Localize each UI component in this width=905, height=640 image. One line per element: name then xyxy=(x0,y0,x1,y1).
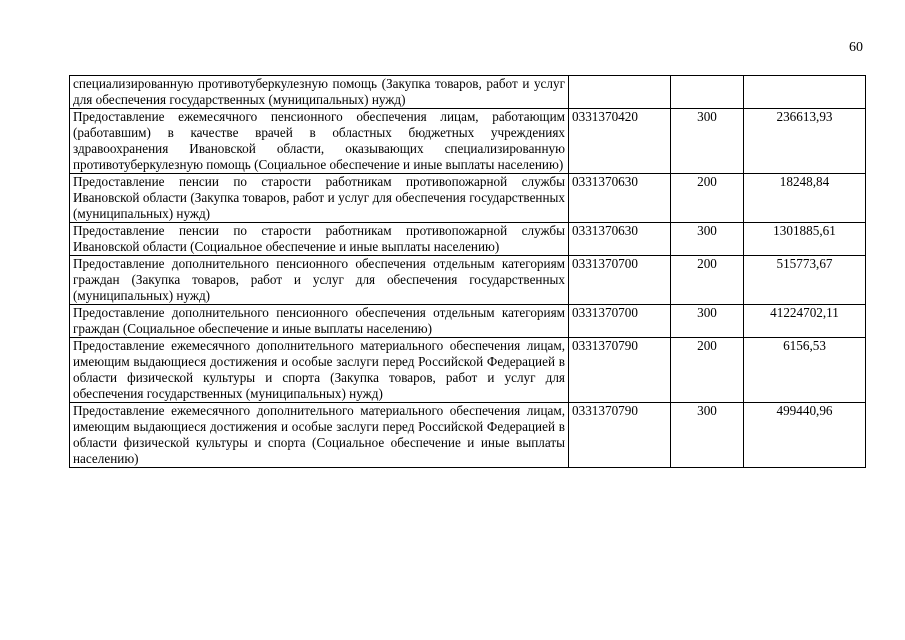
row-expense-type: 200 xyxy=(671,338,744,403)
row-description: Предоставление пенсии по старости работникам противопожарной службы Ивановской области (Социальное обеспечение и иные выплаты населению) xyxy=(70,223,569,256)
page-number: 60 xyxy=(849,40,863,55)
table-row xyxy=(70,403,866,468)
row-description: Предоставление дополнительного пенсионного обеспечения отдельным категориям граждан (Закупка товаров, работ и услуг для обеспечения государственных (муниципальных) нужд) xyxy=(70,256,569,305)
row-expense-type xyxy=(671,76,744,109)
row-description: специализированную противотуберкулезную помощь (Закупка товаров, работ и услуг для обеспечения государственных (муниципальных) нужд) xyxy=(70,76,569,109)
row-amount: 6156,53 xyxy=(744,338,866,403)
row-code: 0331370630 xyxy=(569,174,671,223)
row-expense-type: 300 xyxy=(671,403,744,468)
row-amount: 515773,67 xyxy=(744,256,866,305)
row-code: 0331370700 xyxy=(569,305,671,338)
table-row xyxy=(70,305,866,338)
row-amount: 18248,84 xyxy=(744,174,866,223)
row-amount: 41224702,11 xyxy=(744,305,866,338)
row-description: Предоставление ежемесячного пенсионного обеспечения лицам, работающим (работавшим) в качестве врачей в областных бюджетных учреждениях здравоохранения Ивановской области, оказывающих специализированную противотуберкулезную помощь (Социальное обеспечение и иные выплаты населению) xyxy=(70,109,569,174)
row-amount: 236613,93 xyxy=(744,109,866,174)
budget-table xyxy=(69,75,866,468)
row-description: Предоставление пенсии по старости работникам противопожарной службы Ивановской области (Закупка товаров, работ и услуг для обеспечения государственных (муниципальных) нужд) xyxy=(70,174,569,223)
row-code: 0331370420 xyxy=(569,109,671,174)
row-amount: 1301885,61 xyxy=(744,223,866,256)
row-expense-type: 200 xyxy=(671,174,744,223)
row-code xyxy=(569,76,671,109)
table-row xyxy=(70,223,866,256)
table-row xyxy=(70,109,866,174)
row-code: 0331370790 xyxy=(569,338,671,403)
row-code: 0331370700 xyxy=(569,256,671,305)
row-code: 0331370790 xyxy=(569,403,671,468)
table-row xyxy=(70,256,866,305)
row-expense-type: 300 xyxy=(671,305,744,338)
row-amount xyxy=(744,76,866,109)
row-expense-type: 200 xyxy=(671,256,744,305)
row-description: Предоставление дополнительного пенсионного обеспечения отдельным категориям граждан (Социальное обеспечение и иные выплаты населению) xyxy=(70,305,569,338)
table-row xyxy=(70,174,866,223)
row-description: Предоставление ежемесячного дополнительного материального обеспечения лицам, имеющим выдающиеся достижения и особые заслуги перед Российской Федерацией в области физической культуры и спорта (Социальное обеспечение и иные выплаты населению) xyxy=(70,403,569,468)
table-row xyxy=(70,76,866,109)
row-code: 0331370630 xyxy=(569,223,671,256)
row-description: Предоставление ежемесячного дополнительного материального обеспечения лицам, имеющим выдающиеся достижения и особые заслуги перед Российской Федерацией в области физической культуры и спорта (Закупка товаров, работ и услуг для обеспечения государственных (муниципальных) нужд) xyxy=(70,338,569,403)
table-row xyxy=(70,338,866,403)
row-amount: 499440,96 xyxy=(744,403,866,468)
row-expense-type: 300 xyxy=(671,223,744,256)
row-expense-type: 300 xyxy=(671,109,744,174)
